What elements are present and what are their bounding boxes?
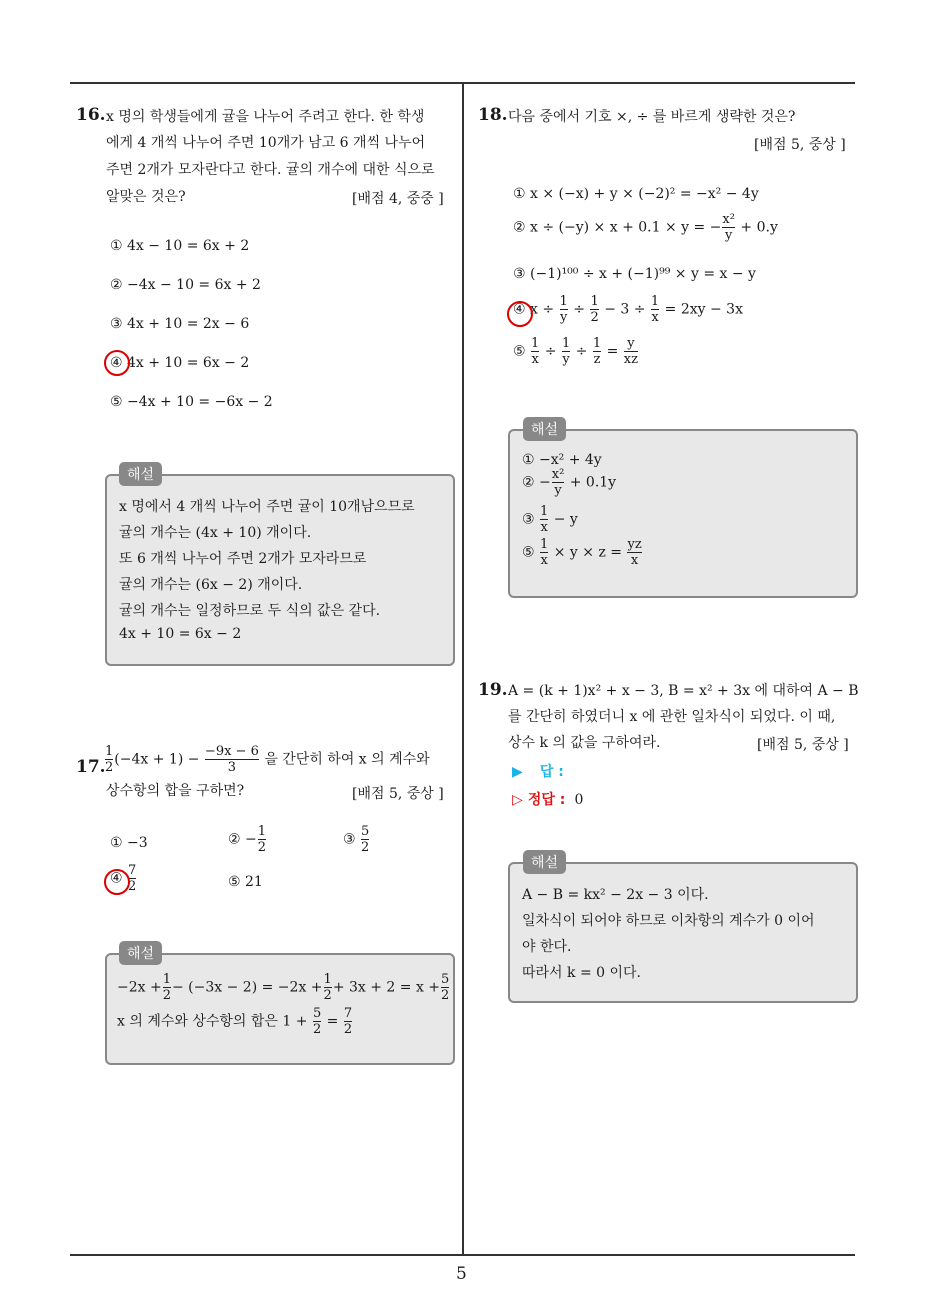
- q16-explain-3: 또 6 개씩 나누어 주면 2개가 모자라므로: [119, 551, 367, 567]
- q19-line-3: 상수 k 의 값을 구하여라.: [508, 735, 661, 751]
- q16-explanation-tab: 해설: [119, 462, 162, 486]
- q17-score: [배점 5, 중상 ]: [352, 786, 444, 802]
- q18-explain-1: ① −x² + 4y: [522, 452, 602, 468]
- q19-answer-row: [512, 761, 564, 781]
- q17-explanation-tab: 해설: [119, 941, 162, 965]
- q16-explain-5: 귤의 개수는 일정하므로 두 식의 값은 같다.: [119, 603, 381, 619]
- q17-choice-1[interactable]: ① −3: [110, 835, 148, 851]
- q19-explain-1: A − B = kx² − 2x − 3 이다.: [522, 887, 709, 903]
- q16-line-2: 에게 4 개씩 나누어 주면 10개가 남고 6 개씩 나누어: [106, 135, 426, 151]
- q18-text: 다음 중에서 기호 ×, ÷ 를 바르게 생략한 것은?: [508, 109, 796, 125]
- page-number: 5: [456, 1264, 467, 1284]
- q18-answer-mark: [507, 301, 533, 327]
- q16-choice-5[interactable]: ⑤ −4x + 10 = −6x − 2: [110, 394, 273, 410]
- q16-explain-4: 귤의 개수는 (6x − 2) 개이다.: [119, 577, 303, 593]
- q17-text-1: 을 간단히 하여 x 의 계수와: [264, 751, 430, 768]
- column-divider: [462, 82, 464, 1255]
- q19-explanation-tab: 해설: [523, 850, 566, 874]
- q17-expression: $\frac{1}{2}$ (−4x + 1) − $\frac{-9x - 6}{3}$ 을 간단히 하여 x 의 계수와: [105, 744, 430, 775]
- q16-score: [배점 4, 중중 ]: [352, 191, 444, 207]
- q17-explain-1: −2x + $\frac{1}{2}$ − (−3x − 2) = −2x + $\frac{1}{2}$ + 3x + 2 = x + $\frac{5}{2}$: [117, 972, 450, 1003]
- q16-answer-mark: [104, 350, 130, 376]
- q18-explain-3: ③ $\frac{1}{x}$ − y: [522, 504, 578, 535]
- q16-choice-2[interactable]: ② −4x − 10 = 6x + 2: [110, 277, 261, 293]
- q16-explain-2: 귤의 개수는 (4x + 10) 개이다.: [119, 525, 312, 541]
- q16-choice-1[interactable]: ① 4x − 10 = 6x + 2: [110, 238, 250, 254]
- q18-choice-4[interactable]: ④ x ÷ $\frac{1}{y}$ ÷ $\frac{1}{2}$ − 3 ÷ $\frac{1}{x}$ = 2xy − 3x: [513, 294, 743, 325]
- q19-answer-label: 답 :: [539, 764, 564, 780]
- q19-line-2: 를 간단히 하였더니 x 에 관한 일차식이 되었다. 이 때,: [508, 709, 836, 725]
- bottom-rule: [70, 1254, 855, 1256]
- q16-line-4: 알맞은 것은?: [106, 189, 186, 205]
- q17-choice-4[interactable]: ④ $\frac{7}{2}$: [110, 863, 137, 894]
- q18-number: 18.: [478, 105, 508, 125]
- q19-explain-4: 따라서 k = 0 이다.: [522, 965, 641, 981]
- answer-arrow-icon: ▶: [512, 764, 523, 780]
- q17-text-2: 상수항의 합을 구하면?: [106, 783, 245, 799]
- q19-explain-3: 야 한다.: [522, 939, 572, 955]
- q18-choice-1[interactable]: ① x × (−x) + y × (−2)² = −x² − 4y: [513, 186, 759, 202]
- q18-choice-2[interactable]: ② x ÷ (−y) × x + 0.1 × y = − $\frac{\text{x²}}{y}$ + 0.y: [513, 212, 778, 243]
- q16-explain-1: x 명에서 4 개씩 나누어 주면 귤이 10개남으므로: [119, 499, 415, 515]
- q16-explain-6: 4x + 10 = 6x − 2: [119, 626, 242, 642]
- q17-choice-2[interactable]: ② − $\frac{1}{2}$: [228, 824, 267, 855]
- q17-choice-5[interactable]: ⑤ 21: [228, 874, 263, 890]
- q19-correct-row: [512, 789, 583, 809]
- q19-score: [배점 5, 중상 ]: [757, 737, 849, 753]
- q19-explain-2: 일차식이 되어야 하므로 이차항의 계수가 0 이어: [522, 913, 815, 929]
- q16-choice-3[interactable]: ③ 4x + 10 = 2x − 6: [110, 316, 250, 332]
- q16-number: 16.: [76, 105, 106, 125]
- q16-line-1: x 명의 학생들에게 귤을 나누어 주려고 한다. 한 학생: [106, 109, 425, 125]
- q17-number: 17.: [76, 757, 106, 777]
- q18-choice-3[interactable]: ③ (−1)¹⁰⁰ ÷ x + (−1)⁹⁹ × y = x − y: [513, 266, 756, 282]
- q17-explain-2: x 의 계수와 상수항의 합은 1 + $\frac{5}{2}$ = $\frac{7}{2}$: [117, 1006, 353, 1037]
- q18-score: [배점 5, 중상 ]: [754, 137, 846, 153]
- q17-answer-mark: [104, 869, 130, 895]
- q17-frac-half: $\frac{1}{2}$: [105, 744, 114, 775]
- q18-explain-5: ⑤ $\frac{1}{x}$ × y × z = $\frac{yz}{x}$: [522, 537, 642, 568]
- q18-choice-5[interactable]: ⑤ $\frac{1}{x}$ ÷ $\frac{1}{y}$ ÷ $\frac{1}{z}$ = $\frac{y}{xz}$: [513, 336, 638, 367]
- q18-explanation-tab: 해설: [523, 417, 566, 441]
- q16-choice-4[interactable]: ④ 4x + 10 = 6x − 2: [110, 355, 250, 371]
- q17-frac-main: $\frac{-9x - 6}{3}$: [204, 744, 259, 775]
- q19-number: 19.: [478, 680, 508, 700]
- q19-correct-value: 0: [574, 792, 584, 808]
- q17-choice-3[interactable]: ③ $\frac{5}{2}$: [343, 824, 370, 855]
- q19-line-1: A = (k + 1)x² + x − 3, B = x² + 3x 에 대하여 A − B: [508, 683, 859, 699]
- q18-explain-2: ② − $\frac{\text{x²}}{y}$ + 0.1y: [522, 467, 617, 498]
- q19-correct-label: 정답 :: [527, 792, 566, 808]
- correct-arrow-icon: ▷: [512, 792, 523, 808]
- q16-line-3: 주면 2개가 모자란다고 한다. 귤의 개수에 대한 식으로: [106, 162, 435, 178]
